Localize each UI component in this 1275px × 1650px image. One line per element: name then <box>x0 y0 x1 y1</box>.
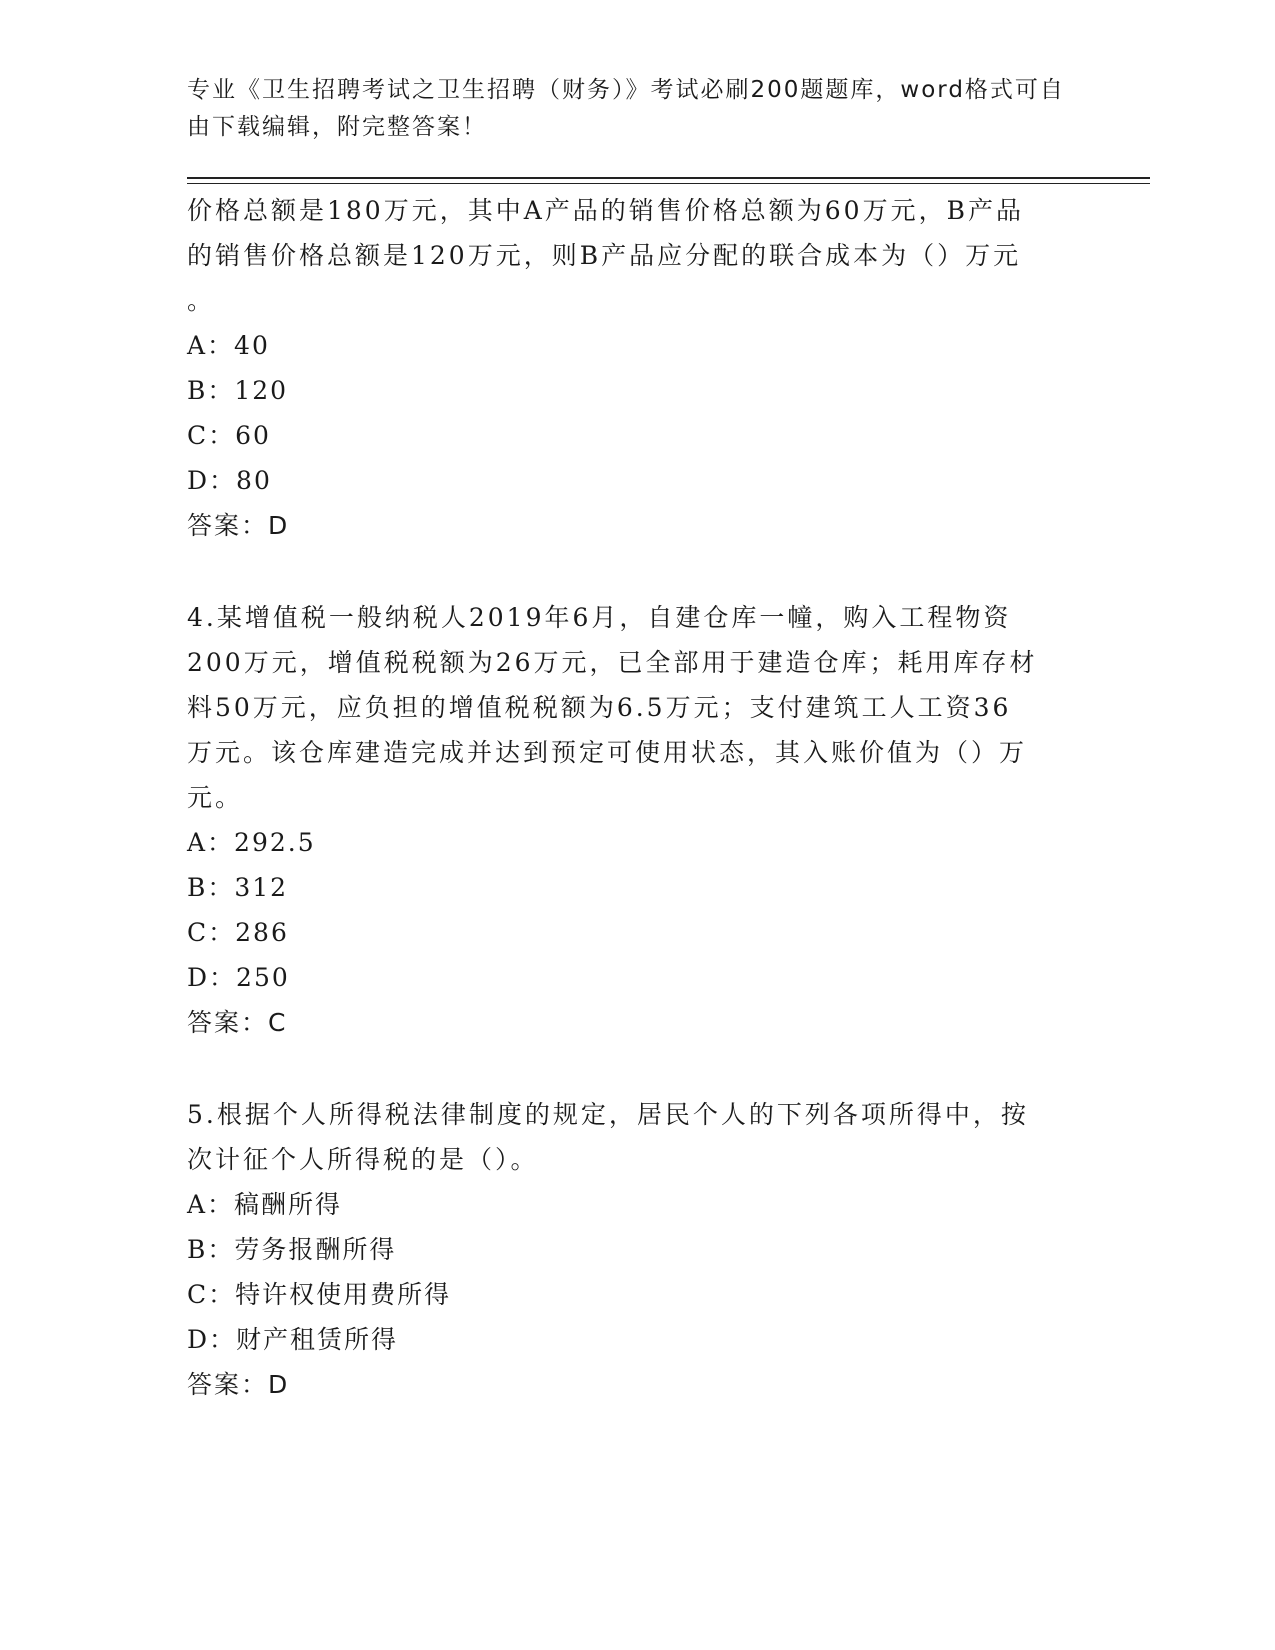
answer-line: 答案：D <box>187 1370 290 1399</box>
question-text-line: 4.某增值税一般纳税人2019年6月，自建仓库一幢，购入工程物资 <box>187 603 1012 632</box>
header-divider-thick <box>187 177 1150 179</box>
question-item <box>187 1092 1067 1407</box>
question-item <box>187 595 1067 1045</box>
option-c: C：286 <box>187 918 289 947</box>
header-line-2: 由下载编辑，附完整答案！ <box>187 114 487 140</box>
answer-line: 答案：C <box>187 1008 288 1037</box>
question-text-line: 料50万元，应负担的增值税税额为6.5万元；支付建筑工人工资36 <box>187 693 1012 722</box>
question-spacer <box>187 548 1067 595</box>
question-text-line: 的销售价格总额是120万元，则B产品应分配的联合成本为（）万元 <box>187 241 1022 270</box>
option-b: B：312 <box>187 873 289 902</box>
option-a: A：292.5 <box>187 828 316 857</box>
option-c: C：特许权使用费所得 <box>187 1280 452 1309</box>
option-c: C：60 <box>187 421 271 450</box>
option-d: D：财产租赁所得 <box>187 1325 399 1354</box>
question-spacer <box>187 1045 1067 1092</box>
option-a: A：40 <box>187 331 270 360</box>
question-text-line: 。 <box>187 286 216 315</box>
question-list <box>187 188 1067 1407</box>
question-text-line: 元。 <box>187 783 244 812</box>
question-text-line: 万元。该仓库建造完成并达到预定可使用状态，其入账价值为（）万 <box>187 738 1028 767</box>
option-b: B：120 <box>187 376 289 405</box>
document-header <box>187 72 1067 146</box>
question-text-line: 5.根据个人所得税法律制度的规定，居民个人的下列各项所得中，按 <box>187 1100 1029 1129</box>
question-text-line: 价格总额是180万元，其中A产品的销售价格总额为60万元，B产品 <box>187 196 1024 225</box>
answer-line: 答案：D <box>187 511 290 540</box>
header-line-1: 专业《卫生招聘考试之卫生招聘（财务）》考试必刷200题题库，word格式可自 <box>187 77 1065 103</box>
option-d: D：80 <box>187 466 272 495</box>
question-text-line: 次计征个人所得税的是（）。 <box>187 1145 539 1174</box>
header-divider-thin <box>187 183 1150 184</box>
option-b: B：劳务报酬所得 <box>187 1235 397 1264</box>
option-a: A：稿酬所得 <box>187 1190 343 1219</box>
question-text-line: 200万元，增值税税额为26万元，已全部用于建造仓库；耗用库存材 <box>187 648 1038 677</box>
question-item <box>187 188 1067 548</box>
option-d: D：250 <box>187 963 290 992</box>
